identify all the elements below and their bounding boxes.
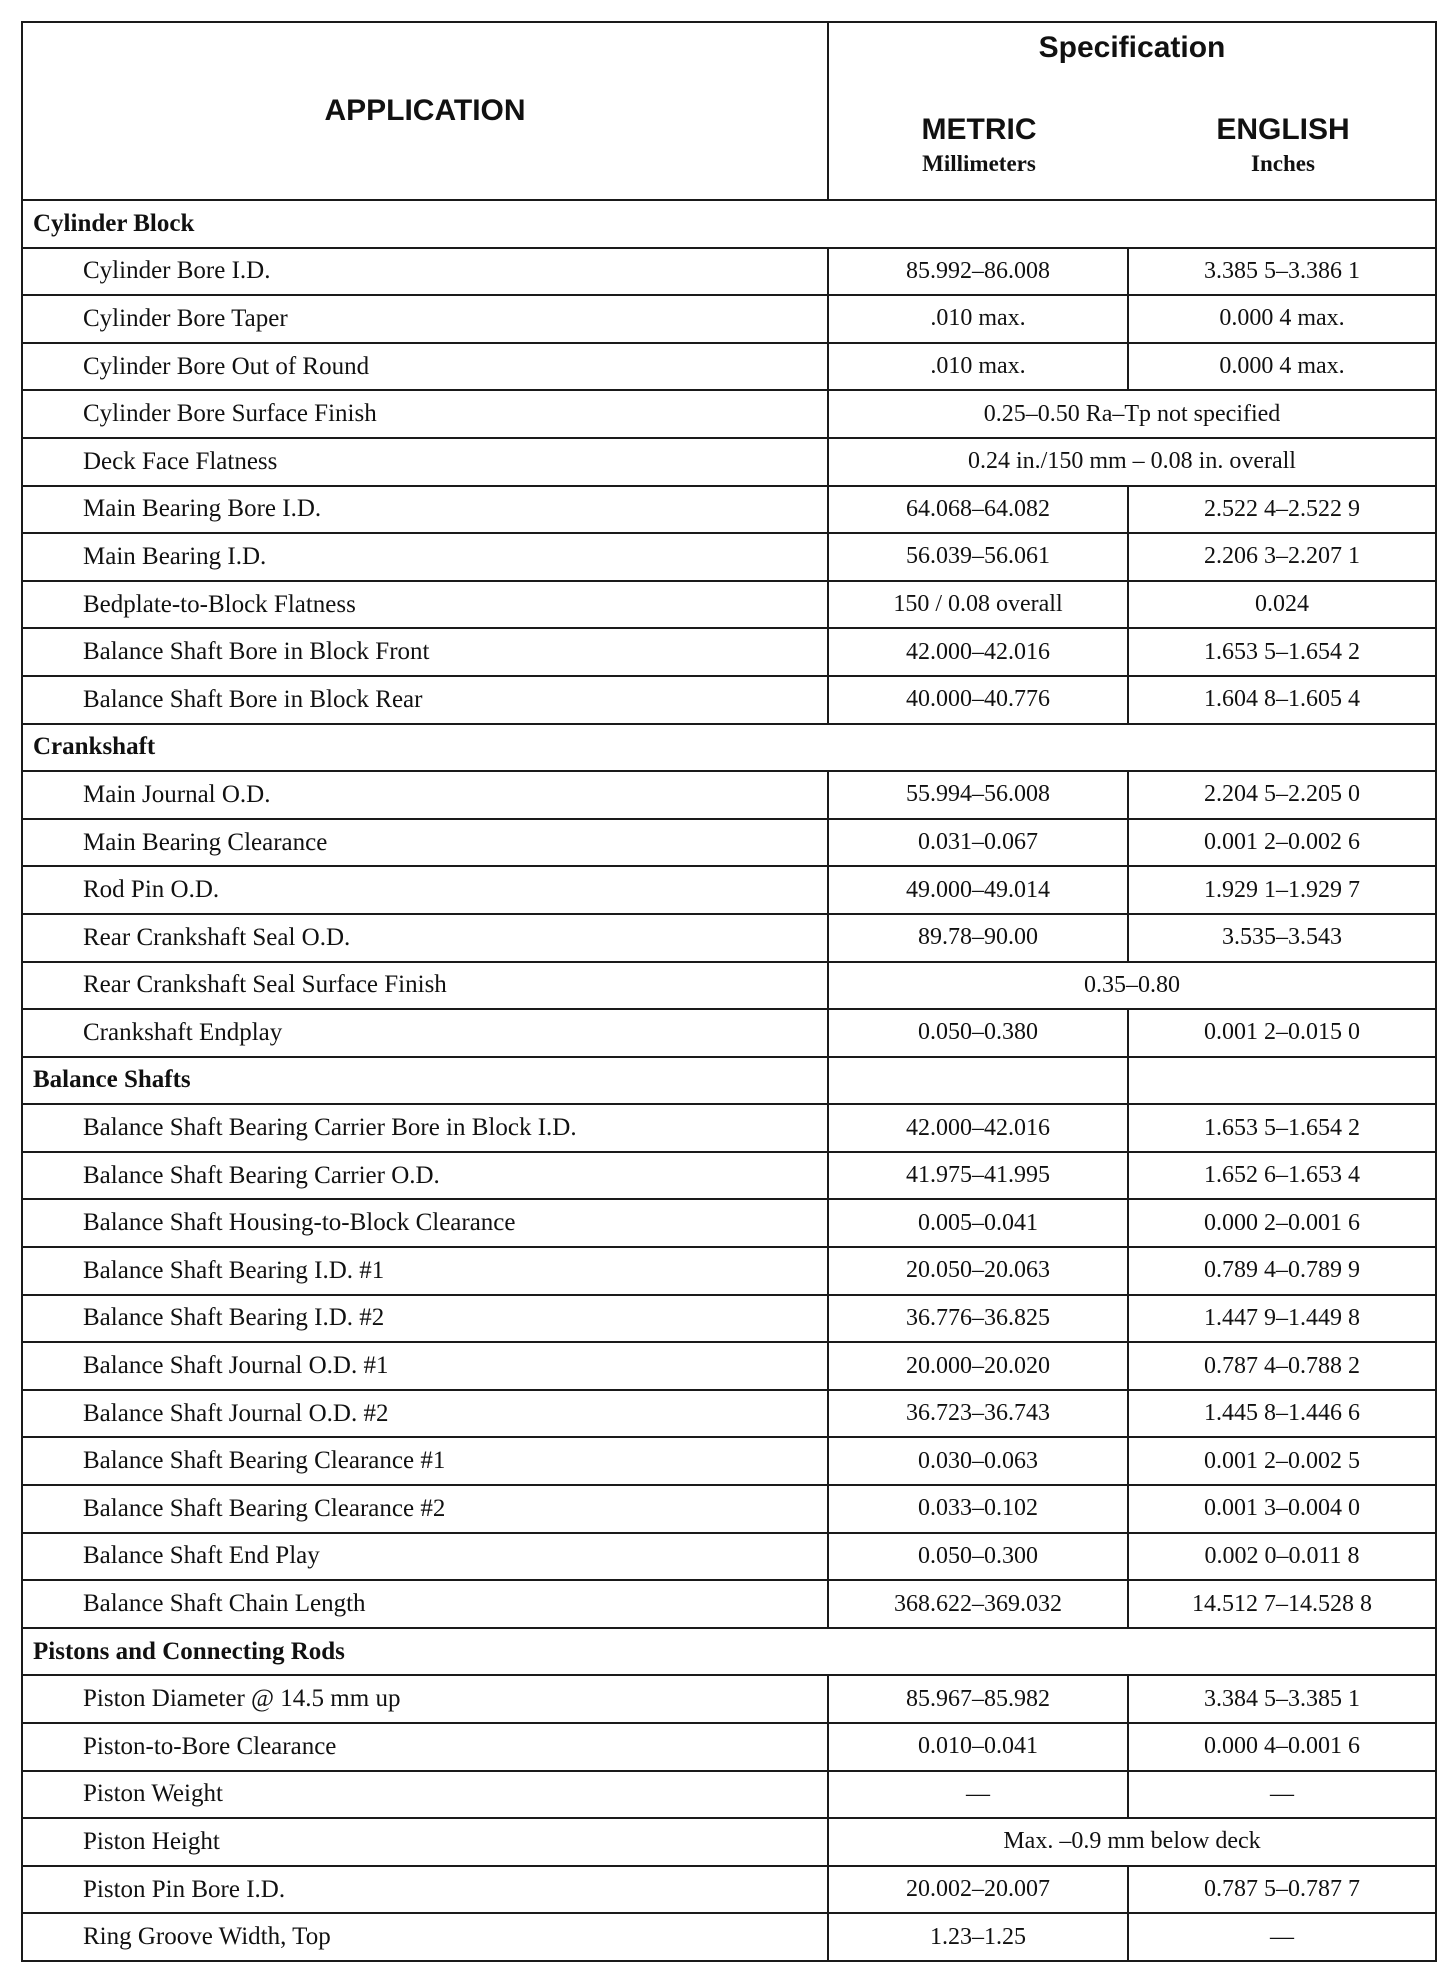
english-cell: 0.000 4 max. [1128,295,1436,343]
table-row [22,1104,1436,1152]
english-cell: 0.787 5–0.787 7 [1128,1866,1436,1914]
combined-spec-cell: Max. –0.9 mm below deck [828,1818,1436,1866]
english-cell: 0.000 4 max. [1128,343,1436,391]
table-row [22,1771,1436,1819]
table-row [22,486,1436,534]
english-label: ENGLISH [1216,113,1350,146]
application-cell: Main Bearing Bore I.D. [22,486,828,534]
specification-header [828,22,1436,200]
application-cell: Balance Shaft Journal O.D. #1 [22,1342,828,1390]
english-cell: 1.653 5–1.654 2 [1128,628,1436,676]
table-row [22,1913,1436,1961]
metric-cell: 85.992–86.008 [828,248,1128,296]
application-header: APPLICATION [22,22,828,200]
application-cell: Balance Shaft Bearing Carrier O.D. [22,1152,828,1200]
table-row [22,248,1436,296]
application-cell: Deck Face Flatness [22,438,828,486]
table-row [22,1247,1436,1295]
english-cell: 0.001 3–0.004 0 [1128,1485,1436,1533]
metric-cell: 0.005–0.041 [828,1199,1128,1247]
section-row [22,1628,1436,1676]
english-cell: — [1128,1913,1436,1961]
metric-cell: 20.000–20.020 [828,1342,1128,1390]
english-cell: 0.000 2–0.001 6 [1128,1199,1436,1247]
application-cell: Balance Shaft Bearing Clearance #1 [22,1437,828,1485]
metric-unit: Millimeters [922,151,1036,176]
combined-spec-cell: 0.35–0.80 [828,962,1436,1010]
english-cell: 0.000 4–0.001 6 [1128,1723,1436,1771]
metric-cell: 0.030–0.063 [828,1437,1128,1485]
metric-cell: 85.967–85.982 [828,1675,1128,1723]
table-row [22,343,1436,391]
application-cell: Bedplate-to-Block Flatness [22,581,828,629]
spec-body [22,200,1436,1961]
english-cell: 0.787 4–0.788 2 [1128,1342,1436,1390]
section-row [22,1057,1436,1105]
application-cell: Ring Groove Width, Top [22,1913,828,1961]
application-cell: Balance Shaft Bearing Carrier Bore in Block I.D. [22,1104,828,1152]
metric-cell: 20.050–20.063 [828,1247,1128,1295]
english-cell: — [1128,1771,1436,1819]
english-unit: Inches [1251,151,1315,176]
section-heading: Balance Shafts [22,1057,828,1105]
application-cell: Main Bearing I.D. [22,533,828,581]
application-cell: Cylinder Bore Surface Finish [22,390,828,438]
metric-cell: 0.031–0.067 [828,819,1128,867]
metric-cell: 20.002–20.007 [828,1866,1128,1914]
application-cell: Balance Shaft Bore in Block Rear [22,676,828,724]
english-cell: 1.447 9–1.449 8 [1128,1295,1436,1343]
metric-cell: 1.23–1.25 [828,1913,1128,1961]
header-row [22,22,1436,200]
table-row [22,1009,1436,1057]
metric-cell: 55.994–56.008 [828,771,1128,819]
english-cell: 0.001 2–0.002 5 [1128,1437,1436,1485]
section-row [22,724,1436,772]
english-cell: 1.653 5–1.654 2 [1128,1104,1436,1152]
metric-cell: 368.622–369.032 [828,1580,1128,1628]
table-row [22,1866,1436,1914]
empty-english-cell [1128,1057,1436,1105]
metric-cell: 49.000–49.014 [828,866,1128,914]
table-row [22,676,1436,724]
table-row [22,962,1436,1010]
application-cell: Rear Crankshaft Seal Surface Finish [22,962,828,1010]
table-row [22,581,1436,629]
application-cell: Piston Diameter @ 14.5 mm up [22,1675,828,1723]
table-row [22,390,1436,438]
metric-cell: — [828,1771,1128,1819]
metric-cell: 36.776–36.825 [828,1295,1128,1343]
section-row [22,200,1436,248]
application-cell: Cylinder Bore I.D. [22,248,828,296]
table-row [22,295,1436,343]
specification-title: Specification [1038,31,1226,64]
application-cell: Piston-to-Bore Clearance [22,1723,828,1771]
application-cell: Main Journal O.D. [22,771,828,819]
metric-cell: 89.78–90.00 [828,914,1128,962]
metric-cell: 150 / 0.08 overall [828,581,1128,629]
english-header [1129,111,1437,179]
english-cell: 3.535–3.543 [1128,914,1436,962]
metric-cell: 0.050–0.300 [828,1533,1128,1581]
table-row [22,866,1436,914]
metric-cell: 42.000–42.016 [828,1104,1128,1152]
table-row [22,1675,1436,1723]
section-heading: Cylinder Block [22,200,1436,248]
english-cell: 2.206 3–2.207 1 [1128,533,1436,581]
table-row [22,1152,1436,1200]
application-cell: Piston Pin Bore I.D. [22,1866,828,1914]
section-heading: Pistons and Connecting Rods [22,1628,1436,1676]
table-row [22,628,1436,676]
english-cell: 0.789 4–0.789 9 [1128,1247,1436,1295]
english-cell: 1.604 8–1.605 4 [1128,676,1436,724]
metric-cell: 36.723–36.743 [828,1390,1128,1438]
empty-metric-cell [828,1057,1128,1105]
table-row [22,819,1436,867]
metric-cell: 56.039–56.061 [828,533,1128,581]
metric-cell: 42.000–42.016 [828,628,1128,676]
table-row [22,1533,1436,1581]
metric-cell: 64.068–64.082 [828,486,1128,534]
spec-table [21,21,1437,1962]
english-cell: 0.001 2–0.002 6 [1128,819,1436,867]
metric-cell: .010 max. [828,343,1128,391]
table-row [22,438,1436,486]
metric-cell: 41.975–41.995 [828,1152,1128,1200]
metric-cell: 0.050–0.380 [828,1009,1128,1057]
english-cell: 0.024 [1128,581,1436,629]
table-row [22,1342,1436,1390]
metric-cell: 0.010–0.041 [828,1723,1128,1771]
table-row [22,771,1436,819]
application-cell: Cylinder Bore Taper [22,295,828,343]
application-cell: Piston Weight [22,1771,828,1819]
application-cell: Cylinder Bore Out of Round [22,343,828,391]
application-cell: Balance Shaft Bearing I.D. #2 [22,1295,828,1343]
metric-cell: 0.033–0.102 [828,1485,1128,1533]
table-row [22,914,1436,962]
metric-cell: 40.000–40.776 [828,676,1128,724]
table-row [22,1723,1436,1771]
table-row [22,1580,1436,1628]
table-row [22,1390,1436,1438]
english-cell: 14.512 7–14.528 8 [1128,1580,1436,1628]
section-heading: Crankshaft [22,724,1436,772]
english-cell: 1.929 1–1.929 7 [1128,866,1436,914]
table-row [22,1485,1436,1533]
english-cell: 0.002 0–0.011 8 [1128,1533,1436,1581]
english-cell: 1.445 8–1.446 6 [1128,1390,1436,1438]
table-row [22,1199,1436,1247]
table-row [22,533,1436,581]
application-cell: Main Bearing Clearance [22,819,828,867]
english-cell: 0.001 2–0.015 0 [1128,1009,1436,1057]
metric-cell: .010 max. [828,295,1128,343]
application-cell: Balance Shaft Bore in Block Front [22,628,828,676]
table-row [22,1437,1436,1485]
table-row [22,1818,1436,1866]
application-cell: Balance Shaft Chain Length [22,1580,828,1628]
application-cell: Balance Shaft End Play [22,1533,828,1581]
combined-spec-cell: 0.24 in./150 mm – 0.08 in. overall [828,438,1436,486]
application-cell: Balance Shaft Journal O.D. #2 [22,1390,828,1438]
english-cell: 2.522 4–2.522 9 [1128,486,1436,534]
application-cell: Crankshaft Endplay [22,1009,828,1057]
english-cell: 3.385 5–3.386 1 [1128,248,1436,296]
metric-header [829,111,1129,179]
english-cell: 1.652 6–1.653 4 [1128,1152,1436,1200]
english-cell: 3.384 5–3.385 1 [1128,1675,1436,1723]
table-row [22,1295,1436,1343]
application-cell: Piston Height [22,1818,828,1866]
application-cell: Balance Shaft Housing-to-Block Clearance [22,1199,828,1247]
english-cell: 2.204 5–2.205 0 [1128,771,1436,819]
application-cell: Rear Crankshaft Seal O.D. [22,914,828,962]
application-cell: Rod Pin O.D. [22,866,828,914]
metric-label: METRIC [921,113,1037,146]
application-cell: Balance Shaft Bearing Clearance #2 [22,1485,828,1533]
combined-spec-cell: 0.25–0.50 Ra–Tp not specified [828,390,1436,438]
application-cell: Balance Shaft Bearing I.D. #1 [22,1247,828,1295]
